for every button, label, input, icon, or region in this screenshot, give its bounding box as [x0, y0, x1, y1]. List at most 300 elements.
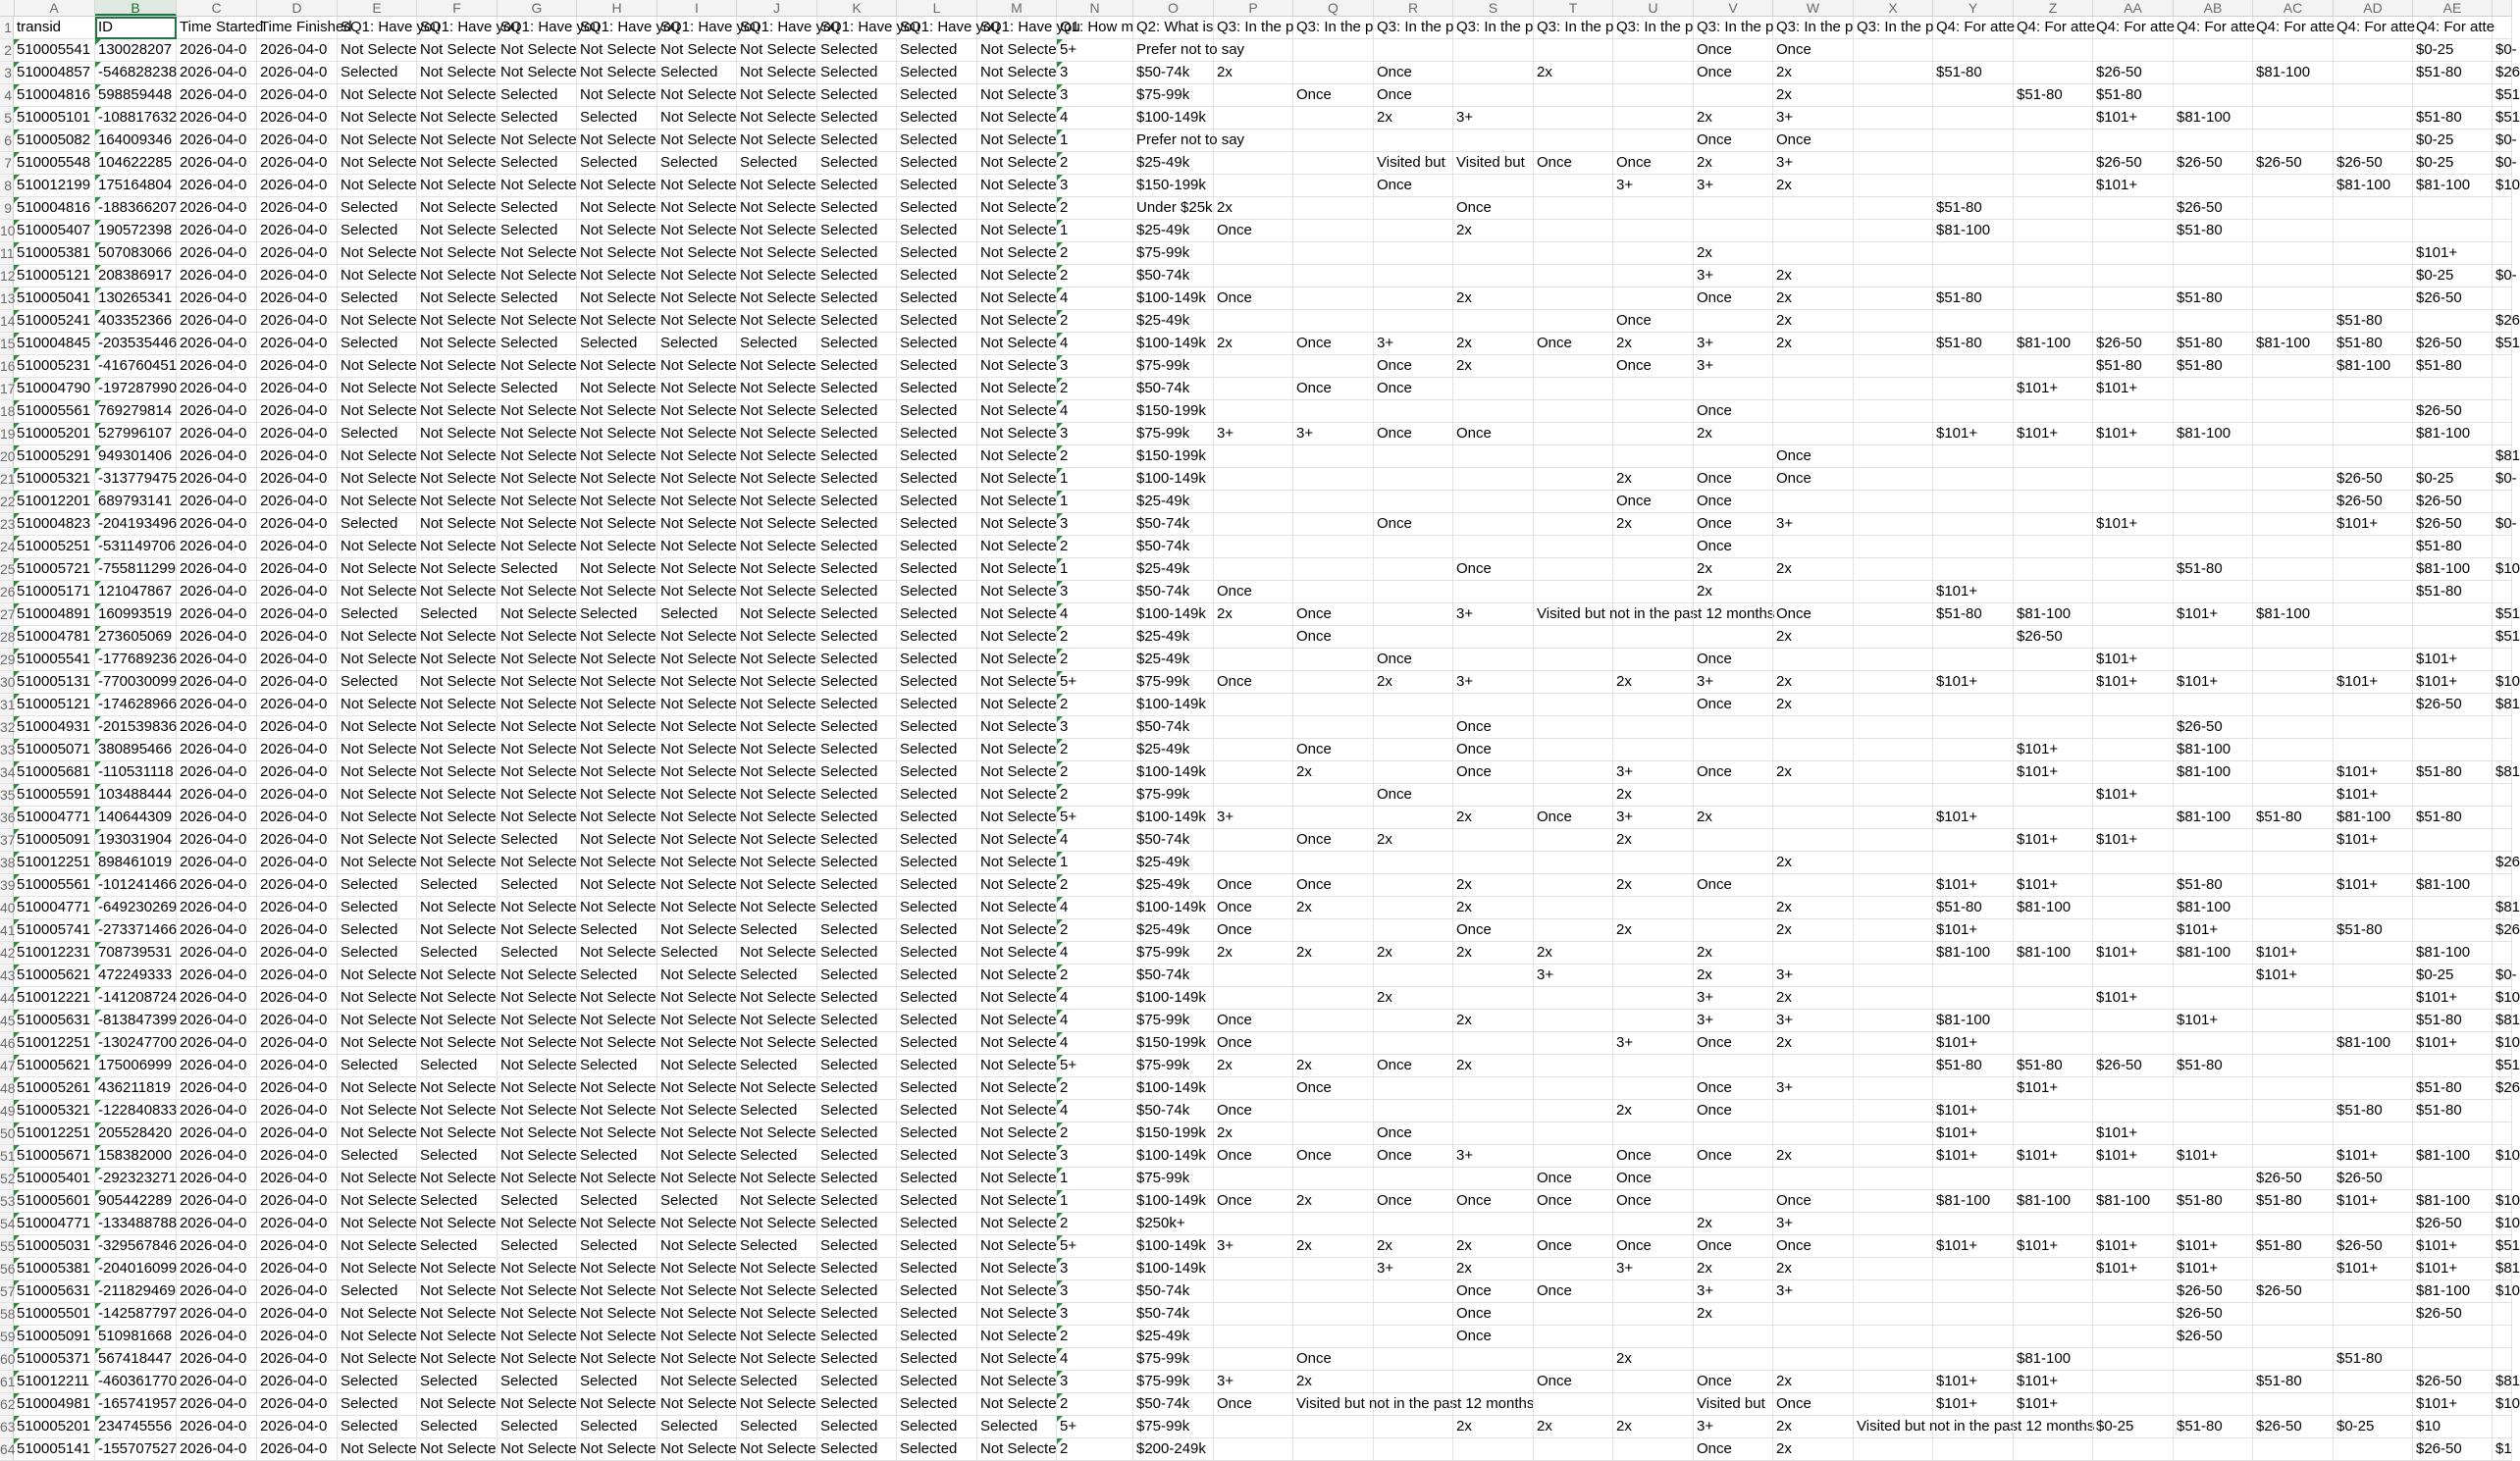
cell-w[interactable]: 2x [1773, 761, 1854, 784]
cell-y[interactable]: $51-80 [1933, 62, 2014, 84]
cell-e[interactable]: Not Selecte [338, 558, 417, 581]
cell-m[interactable]: Not Selecte [977, 1258, 1057, 1280]
cell-ab[interactable] [2174, 445, 2253, 468]
cell-d[interactable]: 2026-04-0 [257, 919, 338, 942]
cell-l[interactable]: Selected [897, 152, 977, 175]
cell-u[interactable] [1613, 581, 1694, 603]
cell-w[interactable]: 2x [1773, 1371, 1854, 1393]
cell-z[interactable]: $81-100 [2014, 603, 2093, 626]
cell-ab[interactable] [2174, 829, 2253, 852]
cell-d[interactable]: 2026-04-0 [257, 965, 338, 987]
cell-e[interactable]: Not Selecte [338, 242, 417, 265]
cell-ae[interactable] [2413, 1326, 2493, 1348]
cell-l[interactable]: Selected [897, 603, 977, 626]
column-header-ab[interactable]: AB [2174, 0, 2253, 16]
cell-r[interactable]: Once [1374, 1122, 1453, 1145]
cell-z[interactable] [2014, 649, 2093, 671]
cell-m[interactable]: Not Selecte [977, 716, 1057, 739]
cell-e[interactable]: Not Selecte [338, 829, 417, 852]
cell-p[interactable]: 2x [1214, 197, 1293, 220]
cell-g[interactable]: Not Selecte [498, 581, 577, 603]
cell-a[interactable]: 510005621 [14, 965, 95, 987]
cell-ac[interactable] [2253, 1393, 2334, 1416]
cell-a[interactable]: 510005548 [14, 152, 95, 175]
cell-ac[interactable] [2253, 423, 2334, 445]
cell-b[interactable]: 949301406 [95, 445, 177, 468]
cell-u[interactable] [1613, 1438, 1694, 1461]
cell-ae[interactable] [2413, 603, 2493, 626]
cell-r[interactable] [1374, 310, 1453, 333]
cell-b[interactable]: -292323271 [95, 1168, 177, 1190]
cell-extra[interactable] [2493, 242, 2512, 265]
cell-z[interactable] [2014, 965, 2093, 987]
cell-t[interactable] [1534, 107, 1613, 130]
cell-ab[interactable]: $101+ [2174, 1235, 2253, 1258]
cell-f[interactable]: Not Selecte [417, 310, 498, 333]
cell-y[interactable] [1933, 1077, 2014, 1100]
cell-k[interactable]: Selected [817, 491, 897, 513]
cell-i[interactable]: Not Selecte [657, 513, 737, 536]
cell-d[interactable]: 2026-04-0 [257, 84, 338, 107]
cell-w[interactable]: 2x [1773, 558, 1854, 581]
cell-v[interactable] [1694, 1348, 1773, 1371]
cell-y[interactable]: $101+ [1933, 581, 2014, 603]
row-number[interactable]: 21 [0, 468, 14, 491]
cell-a[interactable]: 510005251 [14, 536, 95, 558]
cell-o[interactable]: $100-149k [1133, 897, 1214, 919]
cell-p[interactable]: Once [1214, 581, 1293, 603]
cell-w[interactable] [1773, 378, 1854, 400]
cell-p[interactable]: Once [1214, 874, 1293, 897]
cell-p[interactable]: Once [1214, 671, 1293, 694]
cell-f[interactable]: Not Selecte [417, 581, 498, 603]
cell-b[interactable]: -813847399 [95, 1010, 177, 1032]
cell-a[interactable]: 510005541 [14, 39, 95, 62]
cell-z[interactable] [2014, 987, 2093, 1010]
cell-x[interactable] [1854, 558, 1933, 581]
cell-j[interactable]: Not Selecte [737, 1303, 817, 1326]
cell-q[interactable] [1293, 1303, 1374, 1326]
cell-n[interactable]: 4 [1057, 942, 1133, 965]
cell-a[interactable]: 510005082 [14, 130, 95, 152]
cell-l[interactable]: Selected [897, 671, 977, 694]
cell-ad[interactable] [2334, 558, 2413, 581]
cell-ac[interactable] [2253, 716, 2334, 739]
cell-x[interactable] [1854, 242, 1933, 265]
row-number[interactable]: 63 [0, 1416, 14, 1438]
cell-p[interactable] [1214, 152, 1293, 175]
cell-r[interactable] [1374, 1168, 1453, 1190]
cell-k[interactable]: Selected [817, 265, 897, 287]
cell-m[interactable]: Not Selecte [977, 761, 1057, 784]
column-header-u[interactable]: U [1613, 0, 1694, 16]
cell-q[interactable] [1293, 287, 1374, 310]
cell-ae[interactable]: $101+ [2413, 671, 2493, 694]
cell-d[interactable]: 2026-04-0 [257, 1100, 338, 1122]
cell-p[interactable] [1214, 355, 1293, 378]
cell-x[interactable] [1854, 1145, 1933, 1168]
cell-d[interactable]: 2026-04-0 [257, 1055, 338, 1077]
cell-c[interactable]: 2026-04-0 [177, 603, 257, 626]
cell-v[interactable]: Once [1694, 468, 1773, 491]
cell-ae[interactable]: $101+ [2413, 987, 2493, 1010]
cell-t[interactable] [1534, 287, 1613, 310]
cell-extra[interactable] [2493, 716, 2512, 739]
cell-v[interactable]: 2x [1694, 242, 1773, 265]
cell-aa[interactable]: Q4: For atte [2093, 17, 2174, 39]
cell-f[interactable]: Not Selecte [417, 536, 498, 558]
cell-s[interactable]: 3+ [1453, 107, 1534, 130]
cell-t[interactable] [1534, 897, 1613, 919]
cell-a[interactable]: 510004771 [14, 897, 95, 919]
cell-o[interactable]: $100-149k [1133, 987, 1214, 1010]
cell-b[interactable]: 158382000 [95, 1145, 177, 1168]
cell-z[interactable] [2014, 1213, 2093, 1235]
cell-ab[interactable] [2174, 265, 2253, 287]
cell-z[interactable]: $101+ [2014, 761, 2093, 784]
cell-r[interactable] [1374, 536, 1453, 558]
cell-n[interactable]: 1 [1057, 852, 1133, 874]
cell-y[interactable] [1933, 400, 2014, 423]
cell-p[interactable] [1214, 965, 1293, 987]
cell-z[interactable] [2014, 807, 2093, 829]
column-header-r[interactable]: R [1374, 0, 1453, 16]
cell-h[interactable]: Not Selecte [577, 897, 657, 919]
cell-ae[interactable]: $26-50 [2413, 287, 2493, 310]
cell-extra[interactable]: $0- [2493, 468, 2512, 491]
cell-a[interactable]: 510004781 [14, 626, 95, 649]
cell-c[interactable]: 2026-04-0 [177, 649, 257, 671]
cell-s[interactable]: 2x [1453, 1258, 1534, 1280]
cell-j[interactable]: Selected [737, 152, 817, 175]
cell-n[interactable]: 3 [1057, 513, 1133, 536]
cell-m[interactable]: Not Selecte [977, 265, 1057, 287]
cell-i[interactable]: Not Selecte [657, 581, 737, 603]
cell-z[interactable] [2014, 107, 2093, 130]
cell-x[interactable] [1854, 671, 1933, 694]
cell-j[interactable]: Selected [737, 1416, 817, 1438]
cell-y[interactable] [1933, 1280, 2014, 1303]
cell-o[interactable]: $75-99k [1133, 1010, 1214, 1032]
cell-t[interactable] [1534, 829, 1613, 852]
cell-t[interactable] [1534, 84, 1613, 107]
cell-y[interactable] [1933, 716, 2014, 739]
cell-t[interactable] [1534, 175, 1613, 197]
cell-s[interactable]: 2x [1453, 287, 1534, 310]
row-number[interactable]: 17 [0, 378, 14, 400]
cell-v[interactable]: 2x [1694, 558, 1773, 581]
cell-y[interactable] [1933, 130, 2014, 152]
cell-aa[interactable]: $101+ [2093, 1145, 2174, 1168]
cell-e[interactable]: Not Selecte [338, 716, 417, 739]
cell-k[interactable]: Selected [817, 1326, 897, 1348]
cell-p[interactable] [1214, 784, 1293, 807]
cell-a[interactable]: 510005031 [14, 1235, 95, 1258]
cell-k[interactable]: Selected [817, 1122, 897, 1145]
cell-v[interactable]: Once [1694, 130, 1773, 152]
cell-m[interactable]: Not Selecte [977, 310, 1057, 333]
cell-i[interactable]: Not Selecte [657, 1077, 737, 1100]
cell-e[interactable]: Selected [338, 220, 417, 242]
cell-x[interactable] [1854, 1438, 1933, 1461]
cell-p[interactable] [1214, 761, 1293, 784]
cell-u[interactable] [1613, 1371, 1694, 1393]
cell-t[interactable] [1534, 423, 1613, 445]
cell-p[interactable] [1214, 1168, 1293, 1190]
cell-t[interactable]: Once [1534, 1371, 1613, 1393]
cell-ac[interactable] [2253, 107, 2334, 130]
cell-o[interactable]: $150-199k [1133, 1032, 1214, 1055]
cell-w[interactable]: 3+ [1773, 1010, 1854, 1032]
cell-s[interactable] [1453, 536, 1534, 558]
cell-h[interactable]: SQ1: Have you [577, 17, 657, 39]
cell-ac[interactable] [2253, 1258, 2334, 1280]
cell-d[interactable]: 2026-04-0 [257, 807, 338, 829]
cell-j[interactable]: Not Selecte [737, 807, 817, 829]
cell-y[interactable]: $101+ [1933, 1393, 2014, 1416]
cell-o[interactable]: $25-49k [1133, 626, 1214, 649]
cell-p[interactable] [1214, 1280, 1293, 1303]
cell-e[interactable]: Not Selecte [338, 1010, 417, 1032]
cell-u[interactable] [1613, 84, 1694, 107]
cell-j[interactable]: Selected [737, 1235, 817, 1258]
cell-b[interactable]: 190572398 [95, 220, 177, 242]
cell-o[interactable]: $100-149k [1133, 1258, 1214, 1280]
cell-l[interactable]: Selected [897, 1235, 977, 1258]
cell-i[interactable]: Not Selecte [657, 919, 737, 942]
cell-v[interactable]: 2x [1694, 965, 1773, 987]
cell-b[interactable]: -460361770 [95, 1371, 177, 1393]
cell-q[interactable]: Q3: In the p [1293, 17, 1374, 39]
cell-i[interactable]: Not Selecte [657, 1100, 737, 1122]
row-number[interactable]: 11 [0, 242, 14, 265]
cell-d[interactable]: 2026-04-0 [257, 1393, 338, 1416]
cell-ae[interactable]: $26-50 [2413, 1371, 2493, 1393]
cell-i[interactable]: Not Selecte [657, 220, 737, 242]
cell-f[interactable]: Not Selecte [417, 197, 498, 220]
cell-ac[interactable]: $81-100 [2253, 603, 2334, 626]
cell-e[interactable]: Not Selecte [338, 1438, 417, 1461]
cell-z[interactable]: $101+ [2014, 1145, 2093, 1168]
cell-v[interactable]: 2x [1694, 152, 1773, 175]
cell-r[interactable]: 2x [1374, 987, 1453, 1010]
cell-a[interactable]: 510005407 [14, 220, 95, 242]
cell-g[interactable]: Not Selecte [498, 716, 577, 739]
cell-aa[interactable]: $51-80 [2093, 84, 2174, 107]
cell-b[interactable]: 527996107 [95, 423, 177, 445]
cell-p[interactable] [1214, 445, 1293, 468]
cell-a[interactable]: 510004771 [14, 1213, 95, 1235]
cell-q[interactable] [1293, 400, 1374, 423]
cell-ac[interactable]: $51-80 [2253, 807, 2334, 829]
cell-w[interactable] [1773, 491, 1854, 513]
cell-d[interactable]: 2026-04-0 [257, 987, 338, 1010]
cell-ad[interactable]: $26-50 [2334, 1168, 2413, 1190]
row-number[interactable]: 40 [0, 897, 14, 919]
cell-p[interactable]: Q3: In the p [1214, 17, 1293, 39]
row-number[interactable]: 30 [0, 671, 14, 694]
cell-p[interactable] [1214, 536, 1293, 558]
cell-c[interactable]: 2026-04-0 [177, 1416, 257, 1438]
cell-d[interactable]: 2026-04-0 [257, 152, 338, 175]
cell-ab[interactable]: Q4: For atte [2174, 17, 2253, 39]
cell-s[interactable] [1453, 491, 1534, 513]
cell-x[interactable] [1854, 761, 1933, 784]
cell-h[interactable]: Not Selecte [577, 130, 657, 152]
cell-e[interactable]: Not Selecte [338, 39, 417, 62]
cell-v[interactable]: Once [1694, 287, 1773, 310]
cell-u[interactable]: 3+ [1613, 807, 1694, 829]
cell-i[interactable]: Not Selecte [657, 1055, 737, 1077]
cell-i[interactable]: Not Selecte [657, 1438, 737, 1461]
cell-r[interactable] [1374, 919, 1453, 942]
cell-c[interactable]: 2026-04-0 [177, 965, 257, 987]
cell-p[interactable]: Once [1214, 1100, 1293, 1122]
cell-z[interactable] [2014, 1326, 2093, 1348]
cell-b[interactable]: -101241466 [95, 874, 177, 897]
cell-n[interactable]: 2 [1057, 1213, 1133, 1235]
cell-o[interactable]: $75-99k [1133, 1055, 1214, 1077]
cell-ae[interactable]: $101+ [2413, 1393, 2493, 1416]
cell-d[interactable]: 2026-04-0 [257, 942, 338, 965]
cell-extra[interactable]: $51 [2493, 603, 2512, 626]
cell-g[interactable]: Not Selecte [498, 1077, 577, 1100]
cell-n[interactable]: 1 [1057, 558, 1133, 581]
cell-aa[interactable] [2093, 265, 2174, 287]
cell-o[interactable]: $50-74k [1133, 1100, 1214, 1122]
cell-m[interactable]: Not Selecte [977, 355, 1057, 378]
cell-ab[interactable] [2174, 400, 2253, 423]
cell-m[interactable]: Not Selecte [977, 1348, 1057, 1371]
cell-i[interactable]: Not Selecte [657, 1303, 737, 1326]
cell-ac[interactable] [2253, 84, 2334, 107]
cell-r[interactable] [1374, 897, 1453, 919]
cell-o[interactable]: Under $25k [1133, 197, 1214, 220]
cell-aa[interactable] [2093, 536, 2174, 558]
cell-g[interactable]: Not Selecte [498, 62, 577, 84]
cell-ab[interactable]: $26-50 [2174, 716, 2253, 739]
cell-f[interactable]: Not Selecte [417, 355, 498, 378]
cell-t[interactable]: Once [1534, 1168, 1613, 1190]
cell-h[interactable]: Not Selecte [577, 1348, 657, 1371]
cell-p[interactable] [1214, 1077, 1293, 1100]
cell-r[interactable]: Visited but [1374, 152, 1453, 175]
cell-i[interactable]: Not Selecte [657, 1393, 737, 1416]
cell-ab[interactable] [2174, 1100, 2253, 1122]
cell-w[interactable]: Once [1773, 468, 1854, 491]
cell-n[interactable]: 4 [1057, 1100, 1133, 1122]
cell-r[interactable]: Once [1374, 649, 1453, 671]
cell-r[interactable] [1374, 1438, 1453, 1461]
cell-k[interactable]: Selected [817, 1348, 897, 1371]
cell-l[interactable]: Selected [897, 1303, 977, 1326]
cell-n[interactable]: 2 [1057, 874, 1133, 897]
cell-h[interactable]: Not Selecte [577, 287, 657, 310]
cell-c[interactable]: 2026-04-0 [177, 852, 257, 874]
cell-i[interactable]: Not Selecte [657, 965, 737, 987]
cell-a[interactable]: 510005741 [14, 919, 95, 942]
cell-h[interactable]: Selected [577, 603, 657, 626]
cell-ae[interactable]: $101+ [2413, 1235, 2493, 1258]
cell-ad[interactable] [2334, 716, 2413, 739]
cell-j[interactable]: Not Selecte [737, 355, 817, 378]
cell-extra[interactable]: $10 [2493, 1190, 2512, 1213]
row-number[interactable]: 49 [0, 1100, 14, 1122]
column-header-n[interactable]: N [1057, 0, 1133, 16]
cell-m[interactable]: Not Selecte [977, 423, 1057, 445]
cell-q[interactable] [1293, 1032, 1374, 1055]
cell-b[interactable]: 510981668 [95, 1326, 177, 1348]
cell-f[interactable]: Not Selecte [417, 152, 498, 175]
cell-d[interactable]: 2026-04-0 [257, 1258, 338, 1280]
cell-s[interactable] [1453, 649, 1534, 671]
cell-extra[interactable] [2493, 423, 2512, 445]
cell-p[interactable] [1214, 130, 1293, 152]
cell-t[interactable] [1534, 626, 1613, 649]
cell-z[interactable] [2014, 671, 2093, 694]
cell-extra[interactable] [2493, 1168, 2512, 1190]
row-number[interactable]: 55 [0, 1235, 14, 1258]
cell-ae[interactable] [2413, 220, 2493, 242]
cell-aa[interactable] [2093, 1303, 2174, 1326]
cell-w[interactable]: 2x [1773, 626, 1854, 649]
cell-b[interactable]: -110531118 [95, 761, 177, 784]
column-header-e[interactable]: E [338, 0, 417, 16]
cell-ad[interactable] [2334, 197, 2413, 220]
cell-u[interactable] [1613, 445, 1694, 468]
cell-d[interactable]: 2026-04-0 [257, 1235, 338, 1258]
cell-m[interactable]: Not Selecte [977, 807, 1057, 829]
cell-ad[interactable]: Q4: For atte [2334, 17, 2413, 39]
cell-i[interactable]: Not Selecte [657, 874, 737, 897]
cell-ac[interactable] [2253, 1010, 2334, 1032]
cell-e[interactable]: Not Selecte [338, 626, 417, 649]
cell-q[interactable] [1293, 1168, 1374, 1190]
cell-n[interactable]: 1 [1057, 220, 1133, 242]
cell-o[interactable]: $50-74k [1133, 536, 1214, 558]
row-number[interactable]: 3 [0, 62, 14, 84]
cell-r[interactable] [1374, 491, 1453, 513]
cell-ab[interactable] [2174, 1032, 2253, 1055]
cell-h[interactable]: Not Selecte [577, 1100, 657, 1122]
cell-ac[interactable] [2253, 491, 2334, 513]
cell-x[interactable] [1854, 355, 1933, 378]
cell-v[interactable]: 2x [1694, 581, 1773, 603]
cell-i[interactable]: Not Selecte [657, 130, 737, 152]
cell-l[interactable]: Selected [897, 445, 977, 468]
cell-aa[interactable] [2093, 1280, 2174, 1303]
cell-e[interactable]: Not Selecte [338, 84, 417, 107]
cell-u[interactable]: 3+ [1613, 1258, 1694, 1280]
row-number[interactable]: 34 [0, 761, 14, 784]
column-header-w[interactable]: W [1773, 0, 1854, 16]
cell-o[interactable]: $25-49k [1133, 152, 1214, 175]
cell-f[interactable]: Selected [417, 603, 498, 626]
cell-extra[interactable]: $81 [2493, 897, 2512, 919]
cell-g[interactable]: Not Selecte [498, 445, 577, 468]
cell-r[interactable] [1374, 874, 1453, 897]
cell-q[interactable]: 2x [1293, 1190, 1374, 1213]
column-header-c[interactable]: C [177, 0, 257, 16]
cell-n[interactable]: 2 [1057, 1326, 1133, 1348]
cell-t[interactable] [1534, 558, 1613, 581]
cell-ac[interactable] [2253, 175, 2334, 197]
cell-w[interactable]: 3+ [1773, 1213, 1854, 1235]
cell-l[interactable]: Selected [897, 897, 977, 919]
cell-v[interactable]: Once [1694, 1371, 1773, 1393]
cell-j[interactable]: Not Selecte [737, 197, 817, 220]
cell-ae[interactable]: $81-100 [2413, 874, 2493, 897]
